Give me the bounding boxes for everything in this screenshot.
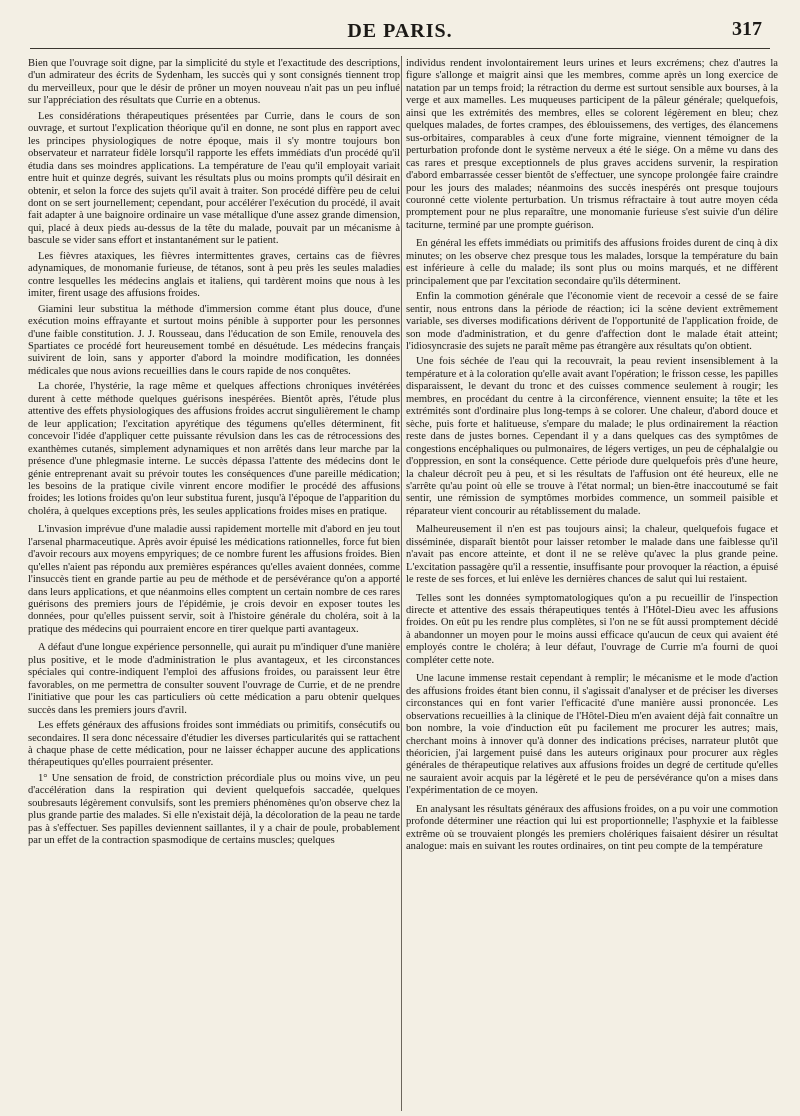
column-divider [401, 56, 402, 1111]
right-column [406, 58, 778, 1108]
page-header [30, 14, 770, 50]
paragraph: Les considérations thérapeutiques présentées par Currie, dans le cours de son ouvrage, et surtout l'explication théorique qu'il en donne, ne sont plus en rapport avec les principes physiologiques de notre époque, mais il s'y montre toujours bon observateur et narrateur fidèle lorsqu'il rapporte les effets immédiats d'un procédé qu'il étudia dans ses moindres applications. La température de l'eau qu'il employait variait entre huit et quinze degrés, suivant les résultats plus ou moins prompts qu'il désirait en obtenir, et selon la force des sujets qu'il avait à traiter. Son procédé diffère peu de celui dont on se sert journellement; cependant, pour accélérer l'exécution du procédé, il avait fait adapter à une baignoire ordinaire un vase métallique d'une assez grande dimension, qui, placé à deux pieds au-dessus de la tête du malade, pouvait par un mécanisme à bascule se vider sans effort et instantanément sur le patient. [28, 110, 400, 247]
header-rule [30, 48, 770, 49]
paragraph: A défaut d'une longue expérience personnelle, qui aurait pu m'indiquer d'une manière plus positive, et le mode d'administration le plus avantageux, et les circonstances spéciales qui contre-indiquent l'emploi des affusions froides, ou paraissent leur être favorables, on me permettra de consulter souvent l'ouvrage de Currie, et de ne prendre l'initiative que pour les cas particuliers où cette médication a paru obtenir quelques succès dans les premiers jours d'avril. [28, 642, 400, 716]
paragraph: Giamini leur substitua la méthode d'immersion comme étant plus douce, d'une exécution moins effrayante et surtout moins pénible à supporter pour les personnes d'une faible constitution. J. J. Rousseau, dans l'éducation de son Emile, renouvela des Spartiates ce procédé fort heureusement tombé en désuétude. Les médecins français suivirent de loin, sans y apporter d'abord la moindre modification, les données médicales que nous avions recueillies dans le cours rapide de nos conquêtes. [28, 303, 400, 377]
paragraph: Une lacune immense restait cependant à remplir; le mécanisme et le mode d'action des affusions froides étant bien connu, il s'agissait d'analyser et de préciser les diverses circonstances qui en font varier l'efficacité d'une manière aussi prononcée. Les observations recueillies à la clinique de l'Hôtel-Dieu m'en avaient déjà fait connaître un bon nombre, la voie d'induction eût pu facilement me procurer les autres; mais, cherchant moins à innover qu'à donner des indications précises, narrateur plutôt que théoricien, j'ai largement puisé dans les auteurs originaux pour procurer aux règles générales de thérapeutique relatives aux affusions froides un degré de certitude qu'elles ne sauraient avoir acquis par la légèreté et le peu de persévérance qu'on a mises dans l'expérimentation de ce moyen. [406, 673, 778, 797]
paragraph: Bien que l'ouvrage soit digne, par la simplicité du style et l'exactitude des descriptions, d'un admirateur des écrits de Sydenham, les succès qui y sont consignés tiennent trop du merveilleux, pour que le désir de prôner un moyen nouveau n'ait pas un peu influé sur l'appréciation des résultats que Currie en a obtenus. [28, 58, 400, 107]
paragraph: La chorée, l'hystérie, la rage même et quelques affections chroniques invétérées durent à cette méthode quelques guérisons inespérées. Bientôt après, l'étude plus attentive des effets physiologiques des affusions froides accrut singulièrement le champ de leur application; l'excitation apyrétique des tégumens qu'elles déterminent, fit concevoir l'idée d'appliquer cette puissante révulsion dans les cas de rétrocessions des exanthèmes cutanés, simplement adynamiques et non arrêtés dans leur marche par la présence d'une phlegmasie interne. Le succès dépassa l'attente des médecins dont le génie entreprenant avait su prévoir toutes les conséquences d'une pareille médication; les besoins de la pratique civile vinrent encore modifier le procédé des affusions froides; les lotions froides qu'on leur substitua furent, jusqu'à l'époque de l'apparition du choléra, à quelques exceptions près, les seules applications froides mises en pratique. [28, 381, 400, 517]
paragraph: Enfin la commotion générale que l'économie vient de recevoir a cessé de se faire sentir, nous entrons dans la période de réaction; ici la scène devient extrêmement variable, ses diverses modifications dérivent de l'opportunité de l'application froide, de son mode d'administration, et du genre d'affection dont le malade était atteint; l'idiosyncrasie des sujets ne paraît même pas étrangère aux résultats qu'on obtient. [406, 291, 778, 352]
page-number: 317 [732, 18, 762, 40]
paragraph: Telles sont les données symptomatologiques qu'on a pu recueillir de l'inspection directe et attentive des essais thérapeutiques tentés à l'Hôtel-Dieu avec les affusions froides. On eût pu les rendre plus complètes, si l'on ne se fût aussi promptement décidé à abandonner un moyen pour le moins aussi efficace qu'aucun de ceux qui avaient été employés contre le choléra; à leur défaut, l'ouvrage de Currie m'a fourni de quoi compléter cette note. [406, 592, 778, 666]
paragraph: Les fièvres ataxiques, les fièvres intermittentes graves, certains cas de fièvres adynamiques, de monomanie furieuse, de tétanos, sont à peu près les seules maladies contre lesquelles les médecins anglais et italiens, qui tardèrent moins que nous à les imiter, firent usage des affusions froides. [28, 250, 400, 300]
paragraph: Une fois séchée de l'eau qui la recouvrait, la peau revient insensiblement à la température et à la coloration qu'elle avait avant l'opération; le frisson cesse, les papilles disparaissent, le devant du tronc et des cuisses commence seulement à rougir; les membres, en procédant du centre à la circonférence, viennent ensuite; la tête et les extrémités sont d'ordinaire plus long-temps à se colorer. Une chaleur, d'abord douce et sèche, puis forte et halitueuse, s'empare du malade; le plus ordinairement la réaction reste dans de justes bornes. Cependant il y a dans quelques cas des symptômes de congestions encéphaliques ou pulmonaires, de légers vertiges, un peu de céphalalgie ou d'oppression, en sont la conséquence. Cette période dure quelquefois près d'une heure, la chaleur décroît peu à peu, et si les résultats de l'affusion ont été heureux, elle ne s'arrête qu'au point où elle se trouve à l'état normal; un bien-être inaccoutumé se fait sentir, une rémission de symptômes morbides commence, un sommeil paisible et réparateur vient concourir au rétablissement du malade. [406, 356, 778, 517]
paragraph: Malheureusement il n'en est pas toujours ainsi; la chaleur, quelquefois fugace et disséminée, disparaît bientôt pour laisser retomber le malade dans une faiblesse qu'il n'avait pas encore atteinte, et dont il ne se relève qu'avec la plus grande peine. L'excitation passagère qu'il a ressentie, insuffisante pour provoquer la réaction, a épuisé le reste de ses forces, et lui enlève les dernières chances de salut qui lui restaient. [406, 524, 778, 586]
paragraph: individus rendent involontairement leurs urines et leurs excrémens; chez d'autres la figure s'allonge et maigrit ainsi que les membres, comme après un long exercice de natation par un temps froid; la rétraction du derme est surtout sensible aux bourses, à la verge et aux mamelles. Les muqueuses participent de la pâleur générale; quelquefois, ainsi que les extrémités des membres, elles se colorent légèrement en bleu; chez quelques malades, de fortes crampes, des éblouissemens, des vertiges, des élancemens sus-orbitaires, comparables à ceux d'une forte migraine, viennent témoigner de la perturbation profonde dont le système nerveux a été le siége. On a même vu dans des cas rares et presque exceptionnels de plus graves accidens survenir, la respiration d'abord embarrassée cesser bientôt de s'effectuer, une syncope prolongée faire craindre pour les jours des malades; néanmoins des succès inespérés ont presque toujours couronné cette violente perturbation. Un trismus réfractaire à tout autre moyen céda promptement pour ne plus reparaître, une monomanie furieuse s'est suivie d'un délire taciturne, terminé par une prompte guérison. [406, 58, 778, 231]
paragraph: 1° Une sensation de froid, de constriction précordiale plus ou moins vive, un peu d'accélération dans la respiration qui devient quelquefois saccadée, quelques soubresauts légèrement convulsifs, sont les premiers phénomènes qu'on observe chez la plus grande partie des malades. Si elle n'existait déjà, la décoloration de la peau ne tarde pas à s'effectuer. Ses papilles deviennent saillantes, il y a chair de poule, probablement par un effet de la contraction spasmodique de certains muscles; quelques [28, 772, 400, 847]
paragraph: L'invasion imprévue d'une maladie aussi rapidement mortelle mit d'abord en jeu tout l'arsenal pharmaceutique. Après avoir épuisé les médications rationnelles, force fut bien d'avoir recours aux moyens empyriques; de ce nombre furent les affusions froides. Bien qu'elles n'aient pas répondu aux premières espérances qu'elles avaient données, comme l'insuccès tient en grande partie au peu de méthode et de persévérance qu'on a apporté dans leurs applications, et que néanmoins elles comptent un certain nombre de ces rares guérisons des premiers jours de l'épidémie, je crois devoir en exposer toutes les données, pour qu'elles puissent servir, soit à l'histoire générale du choléra, soit à la pratique des médecins qui pourraient encore en tirer quelque parti avantageux. [28, 524, 400, 635]
paragraph: Les effets généraux des affusions froides sont immédiats ou primitifs, consécutifs ou secondaires. Il sera donc nécessaire d'étudier les diverses particularités qui se rattachent à chaque phase de cette médication, pour ne laisser échapper aucune des applications thérapeutiques qu'elles pourraient présenter. [28, 720, 400, 769]
left-column [28, 58, 400, 1108]
paragraph: En général les effets immédiats ou primitifs des affusions froides durent de cinq à dix minutes; on les observe chez presque tous les malades, lorsque la température du bain est inférieure à celle du malade; ils sont plus ou moins marqués, et ne diffèrent principalement que par l'excitation secondaire qu'ils déterminent. [406, 238, 778, 287]
running-title: DE PARIS. [347, 20, 453, 42]
paragraph: En analysant les résultats généraux des affusions froides, on a pu voir une commotion profonde déterminer une réaction qui lui est proportionnelle; l'asphyxie et la faiblesse extrême où se trouvaient plongés les premiers cholériques faisaient désirer un résultat analogue: mais en suivant les routes ordinaires, on tint peu compte de la température [406, 803, 778, 853]
